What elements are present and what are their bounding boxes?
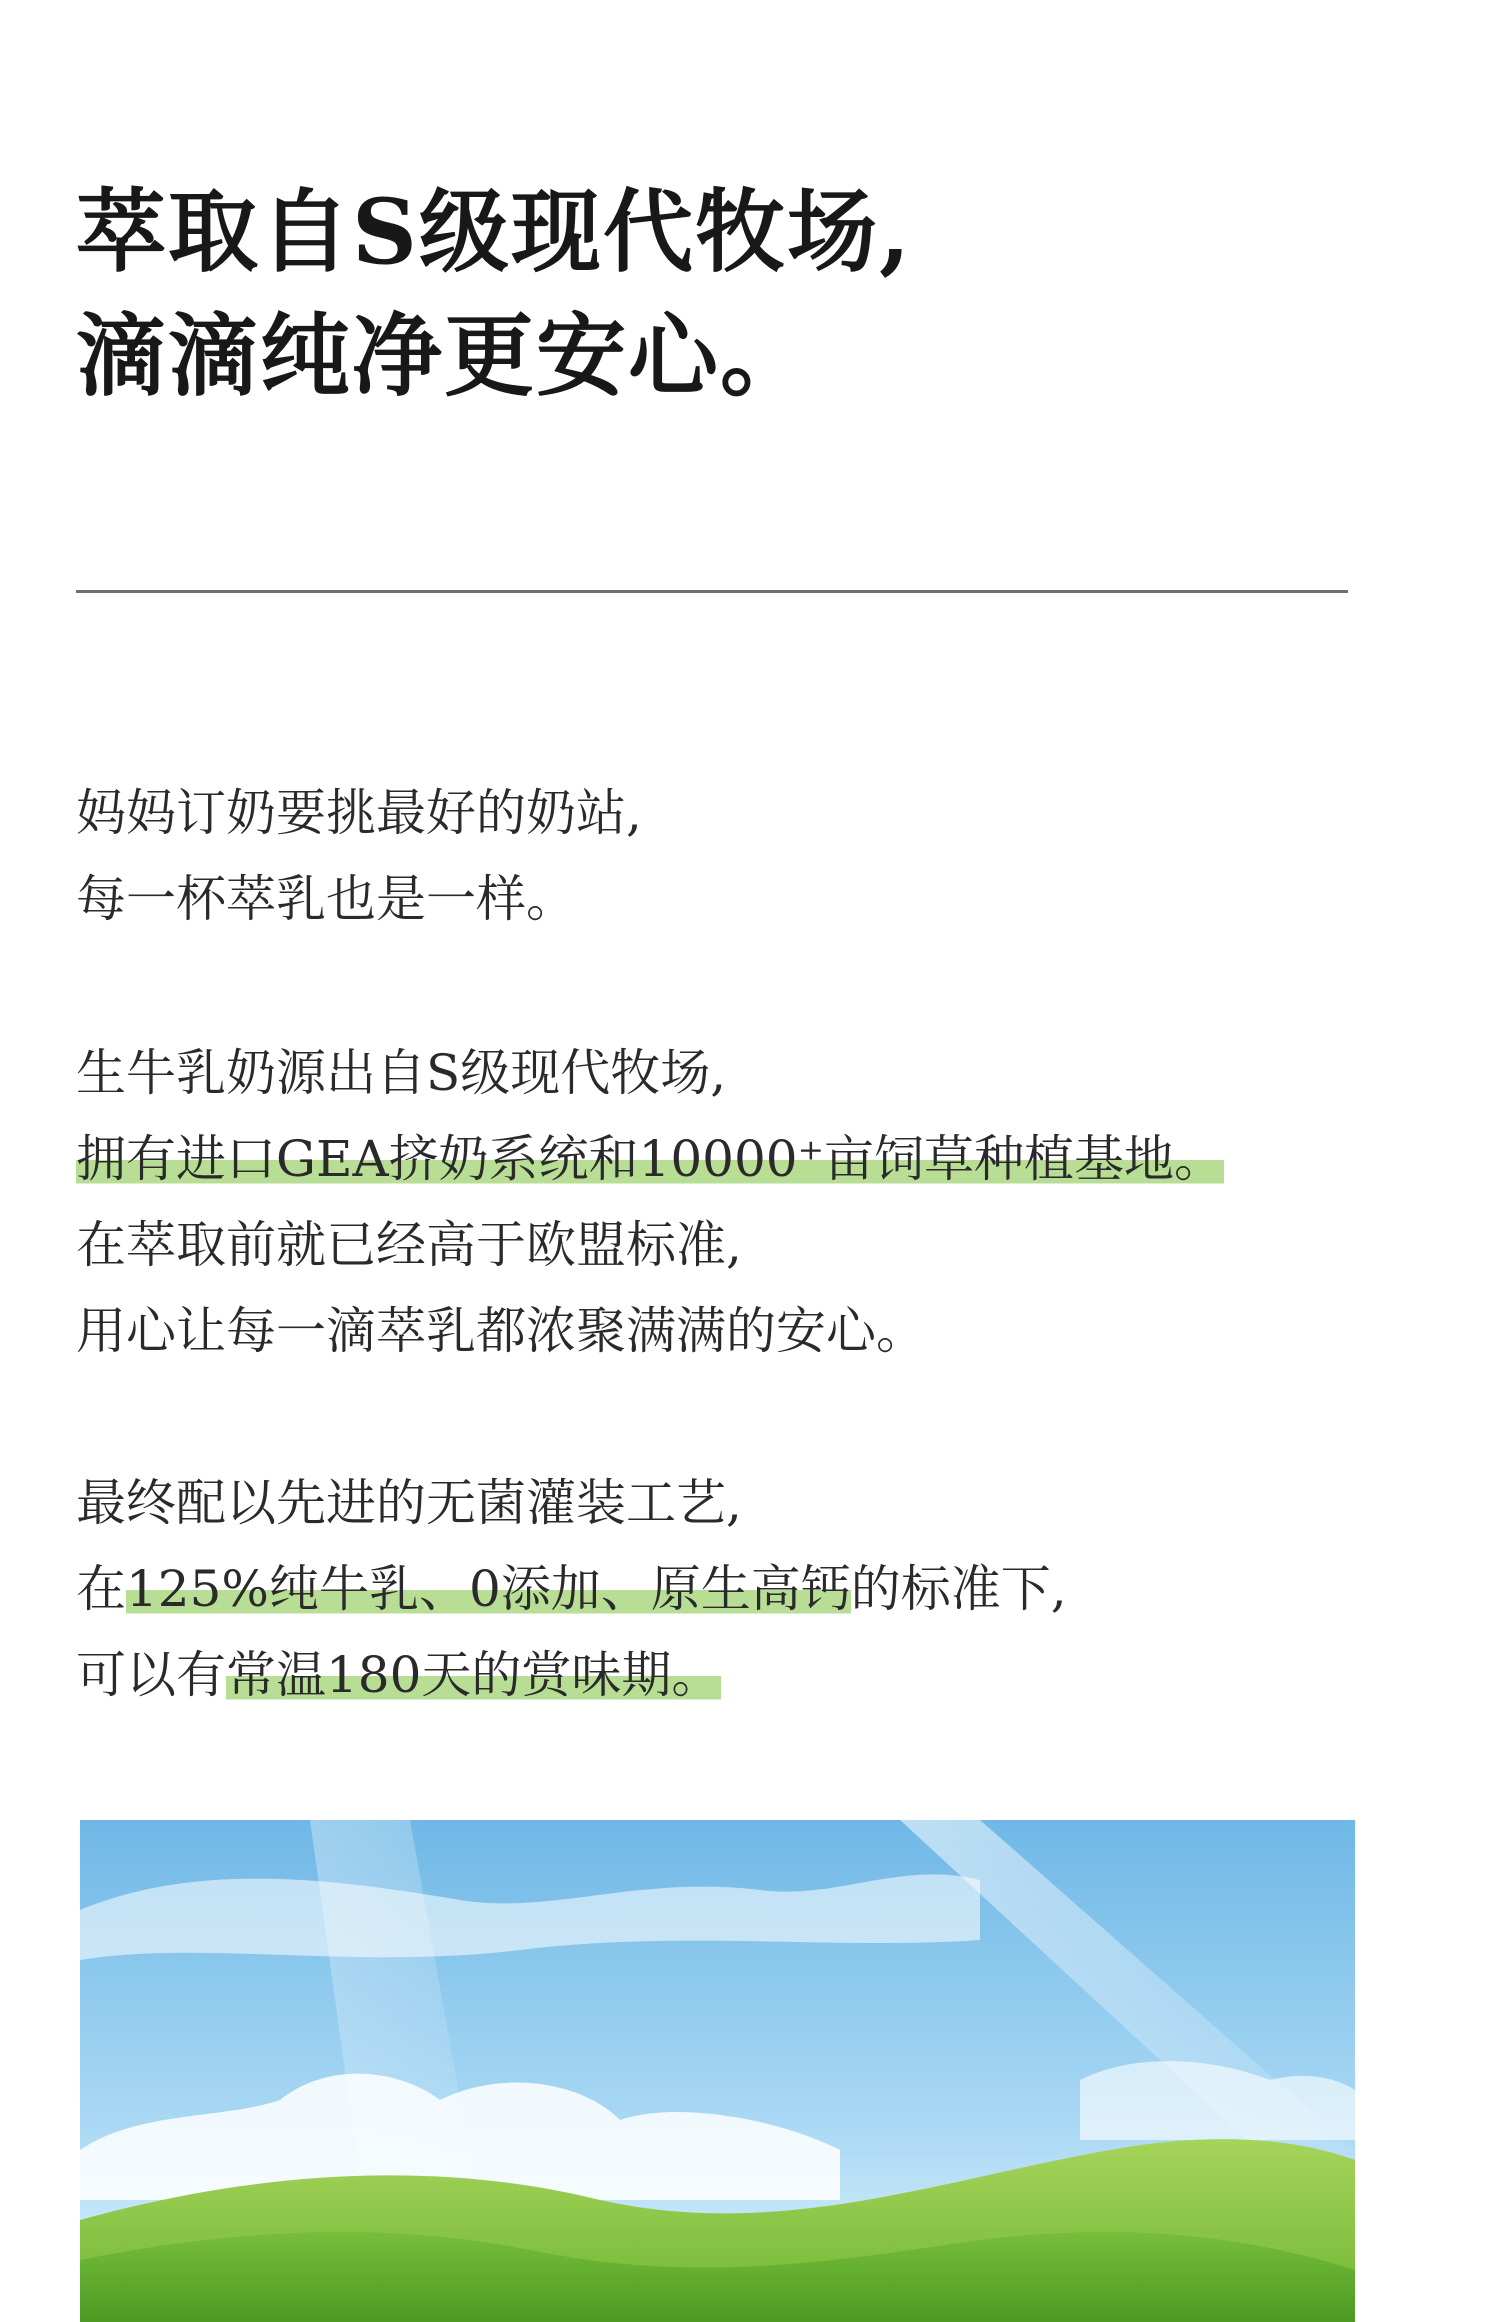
paragraph-line: 妈妈订奶要挑最好的奶站, (76, 784, 642, 842)
highlight-text: 常温180天的赏味期。 (226, 1646, 722, 1704)
divider (76, 590, 1348, 593)
paragraph-line-mixed (76, 1546, 1366, 1632)
paragraph-line: 每一杯萃乳也是一样。 (76, 870, 576, 928)
paragraph-line-mixed (76, 1632, 1366, 1718)
text-suffix: 的标准下, (850, 1560, 1067, 1618)
headline-line-1: 萃取自S级现代牧场, (76, 179, 913, 285)
paragraph-line-highlighted (76, 1116, 1366, 1202)
paragraph-line: 用心让每一滴萃乳都浓聚满满的安心。 (76, 1302, 926, 1360)
pasture-landscape-svg (80, 1820, 1355, 2322)
headline (76, 170, 1326, 418)
paragraph-line: 在萃取前就已经高于欧盟标准, (76, 1216, 742, 1274)
text-prefix: 在 (76, 1560, 126, 1618)
pasture-landscape-illustration (80, 1820, 1355, 2322)
paragraph-intro (76, 770, 1366, 942)
paragraph-source (76, 1030, 1366, 1374)
text-prefix: 可以有 (76, 1646, 226, 1704)
highlight-text: 125%纯牛乳、0添加、原生高钙 (126, 1560, 851, 1618)
paragraph-line: 最终配以先进的无菌灌装工艺, (76, 1474, 742, 1532)
paragraph-line: 生牛乳奶源出自S级现代牧场, (76, 1044, 727, 1102)
highlight-text: 拥有进口GEA挤奶系统和10000⁺亩饲草种植基地。 (76, 1130, 1224, 1188)
paragraph-process (76, 1460, 1366, 1718)
headline-line-2: 滴滴纯净更安心。 (76, 303, 812, 409)
